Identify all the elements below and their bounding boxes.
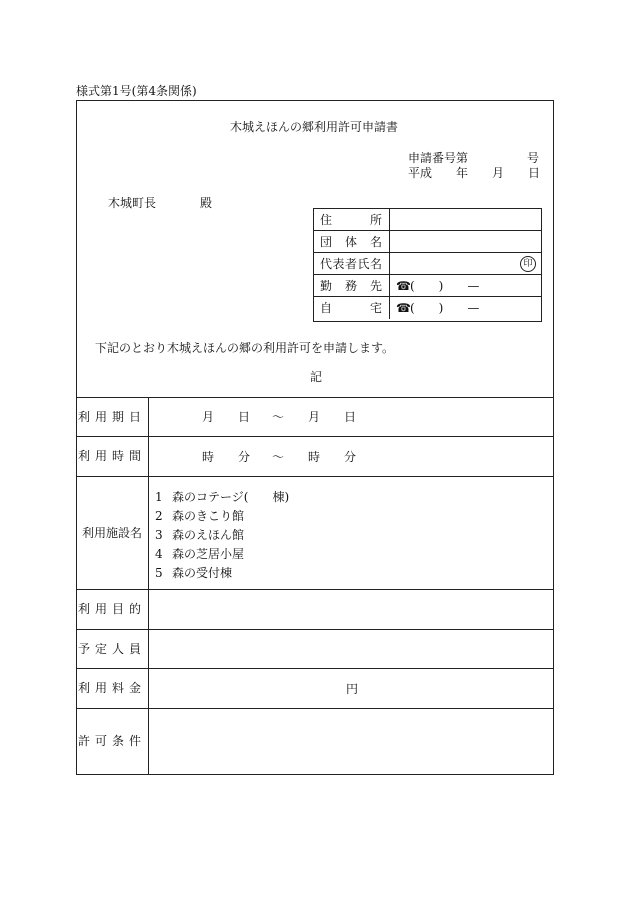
- facility-list: [155, 488, 289, 583]
- facility-item[interactable]: 1 森のコテージ( 棟): [155, 490, 290, 504]
- address-row[interactable]: [314, 209, 541, 231]
- seal-icon: 印: [520, 256, 536, 272]
- facility-item[interactable]: 5 森の受付棟: [155, 566, 233, 580]
- applicant-info-box: [313, 208, 542, 322]
- addressee-name: 木城町長: [108, 196, 157, 210]
- home-row[interactable]: [314, 297, 541, 319]
- group-name-row[interactable]: [314, 231, 541, 253]
- application-number-prefix: 申請番号第: [408, 151, 469, 165]
- time-tilde: 〜: [272, 450, 285, 464]
- facility-item[interactable]: 4 森の芝居小屋: [155, 547, 245, 561]
- permit-conditions-label: 許可条件: [77, 734, 146, 748]
- application-number-suffix: 号: [527, 151, 540, 165]
- ki-label: 記: [310, 370, 323, 384]
- home-phone[interactable]: ☎( ) —: [396, 301, 480, 315]
- group-name-label: 団 体 名: [320, 235, 382, 249]
- workplace-phone[interactable]: ☎( ) —: [396, 279, 480, 293]
- period-month-end[interactable]: 月: [308, 410, 321, 424]
- time-minute-start[interactable]: 分: [238, 450, 251, 464]
- date-era: 平成: [408, 166, 433, 180]
- date-month: 月: [492, 166, 505, 180]
- form-title: 木城えほんの郷利用許可申請書: [230, 120, 399, 134]
- expected-people-label: 予定人員: [77, 641, 146, 656]
- workplace-row[interactable]: [314, 275, 541, 297]
- representative-label: 代 表 者 氏 名: [320, 257, 382, 271]
- fee-unit[interactable]: 円: [346, 682, 359, 696]
- facility-item[interactable]: 2 森のきこり館: [155, 509, 245, 523]
- period-day-start[interactable]: 日: [238, 410, 251, 424]
- addressee-honorific: 殿: [200, 196, 213, 210]
- time-hour-end[interactable]: 時: [308, 450, 321, 464]
- facility-name-label: 利用施設名: [81, 525, 142, 540]
- period-tilde: 〜: [272, 410, 285, 424]
- period-day-end[interactable]: 日: [344, 410, 357, 424]
- facility-item[interactable]: 3 森のえほん館: [155, 528, 245, 542]
- representative-row[interactable]: [314, 253, 541, 275]
- time-hour-start[interactable]: 時: [202, 450, 215, 464]
- date-day: 日: [528, 166, 541, 180]
- permit-conditions-field[interactable]: [149, 709, 553, 773]
- time-minute-end[interactable]: 分: [344, 450, 357, 464]
- home-label: 自 宅: [320, 301, 382, 315]
- expected-people-field[interactable]: [149, 630, 553, 667]
- workplace-label: 勤 務 先: [320, 279, 382, 293]
- date-year: 年: [456, 166, 469, 180]
- phone-icon: ☎: [396, 301, 411, 315]
- phone-icon: ☎: [396, 279, 411, 293]
- usage-fee-label: 利用料金: [77, 681, 146, 695]
- period-month-start[interactable]: 月: [202, 410, 215, 424]
- form-number-label: 様式第1号(第4条関係): [76, 84, 197, 98]
- application-statement: 下記のとおり木城えほんの郷の利用許可を申請します。: [95, 341, 395, 355]
- usage-time-label: 利用時間: [77, 449, 146, 463]
- address-label: 住 所: [320, 213, 382, 227]
- usage-purpose-label: 利用目的: [77, 602, 146, 616]
- usage-purpose-field[interactable]: [149, 590, 553, 628]
- usage-period-label: 利用期日: [77, 409, 146, 424]
